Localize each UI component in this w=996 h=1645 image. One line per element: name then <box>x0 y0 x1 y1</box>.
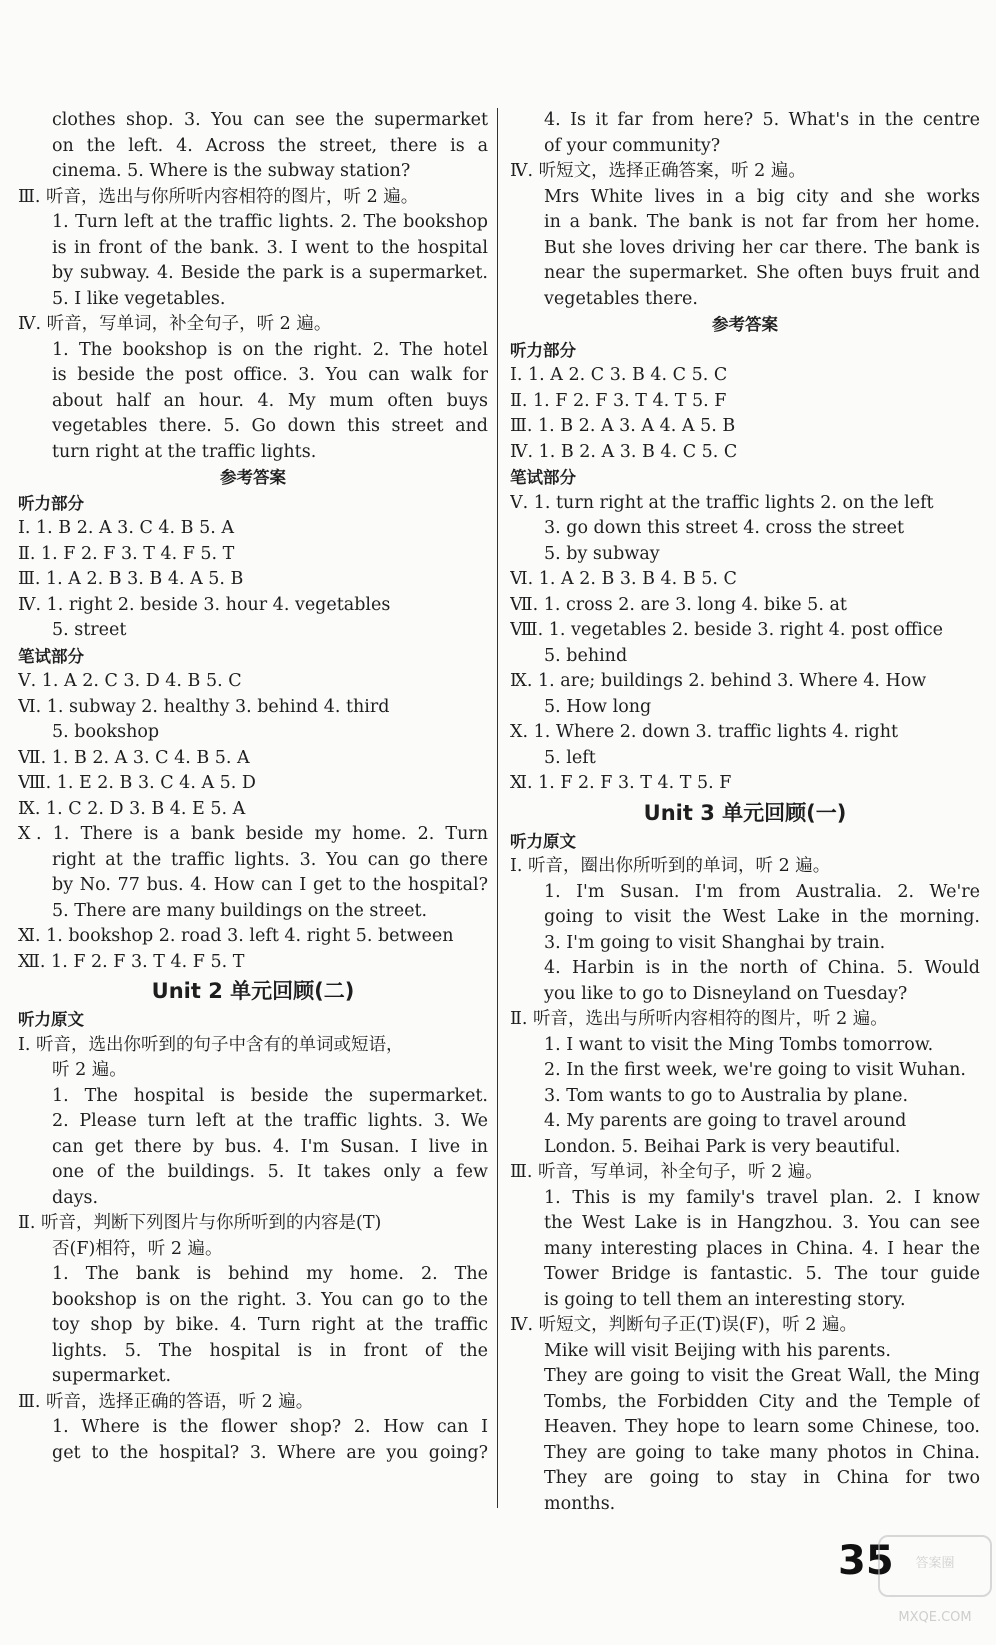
text-line: vegetables there. 5. Go down this street and <box>52 416 488 436</box>
text-line: 1. The bookshop is on the right. 2. The hotel <box>52 339 488 360</box>
text-line: They are going to stay in China for two <box>544 1468 980 1488</box>
right-column <box>510 108 980 1517</box>
text-line: on the left. 4. Across the street, there is a <box>52 135 488 156</box>
text-line: turn right at the traffic lights. <box>52 441 317 462</box>
left-column <box>18 108 488 1466</box>
text-line: months. <box>544 1493 616 1514</box>
unit-title: Unit 3 单元回顾(一) <box>643 800 847 825</box>
section-heading: 参考答案 <box>712 315 778 334</box>
text-line: 4. Is it far from here? 5. What's in the centre <box>544 110 980 130</box>
text-line: 2. Please turn left at the traffic lights. 3. We <box>52 1111 488 1131</box>
section-heading: 听力部分 <box>510 340 576 360</box>
text-line: Ⅻ. 1. F 2. F 3. T 4. F 5. T <box>18 951 245 972</box>
text-line: 5. I like vegetables. <box>52 288 226 309</box>
text-line: 1. Turn left at the traffic lights. 2. The bookshop <box>52 212 488 232</box>
text-line: Ⅹ. 1. Where 2. down 3. traffic lights 4. right <box>510 722 899 742</box>
text-line: is beside the post office. 3. You can walk for <box>52 365 488 385</box>
text-line: 4. Harbin is in the north of China. 5. Would <box>544 958 980 978</box>
text-line: Ⅷ. 1. E 2. B 3. C 4. A 5. D <box>18 773 256 793</box>
text-line: Ⅱ. 1. F 2. F 3. T 4. F 5. T <box>18 543 235 564</box>
text-line: of your community? <box>544 135 721 156</box>
text-line: Ⅵ. 1. subway 2. healthy 3. behind 4. third <box>18 696 390 717</box>
text-line: Ⅵ. 1. A 2. B 3. B 4. B 5. C <box>510 569 737 589</box>
section-heading: 听力原文 <box>18 1010 84 1029</box>
text-line: Ⅱ. 1. F 2. F 3. T 4. T 5. F <box>510 390 727 411</box>
text-line: Ⅳ. 1. B 2. A 3. B 4. C 5. C <box>510 441 738 462</box>
text-line: right at the traffic lights. 3. You can go there <box>52 849 488 870</box>
text-line: the West Lake is in Hangzhou. 3. You can see <box>544 1213 980 1233</box>
text-line: 1. The bank is behind my home. 2. The <box>52 1264 488 1284</box>
text-line: 1. I want to visit the Ming Tombs tomorrow. <box>544 1034 934 1055</box>
text-line: Tombs, the Forbidden City and the Temple of <box>544 1391 980 1412</box>
text-line: by No. 77 bus. 4. How can I get to the hospital? <box>52 875 488 895</box>
text-line: But she loves driving her car there. The bank is <box>544 237 980 258</box>
text-line: They are going to visit the Great Wall, the Ming <box>544 1366 980 1386</box>
text-line: days. <box>52 1187 99 1208</box>
text-line: Ⅲ. 听音，写单词，补全句子，听 2 遍。 <box>510 1162 823 1182</box>
text-line: cinema. 5. Where is the subway station? <box>52 161 411 181</box>
text-line: 5. left <box>544 747 596 768</box>
text-line: Ⅺ. 1. bookshop 2. road 3. left 4. right 5. between <box>18 926 454 946</box>
text-line: 5. behind <box>544 645 628 666</box>
section-heading: 笔试部分 <box>18 646 84 666</box>
text-line: 1. The hospital is beside the supermarket. <box>52 1085 488 1106</box>
text-line: 1. I'm Susan. I'm from Australia. 2. We're <box>544 881 980 902</box>
text-line: Ⅳ. 听音，写单词，补全句子，听 2 遍。 <box>18 314 332 334</box>
text-line: They are going to take many photos in China. <box>544 1442 980 1463</box>
text-line: 5. bookshop <box>52 722 160 742</box>
text-line: Tower Bridge is fantastic. 5. The tour guide <box>544 1264 980 1284</box>
text-line: Ⅶ. 1. cross 2. are 3. long 4. bike 5. at <box>510 594 847 615</box>
text-line: Ⅱ. 听音，选出与所听内容相符的图片，听 2 遍。 <box>510 1009 888 1029</box>
text-line: Ⅰ. 1. A 2. C 3. B 4. C 5. C <box>510 365 728 385</box>
text-line: Ⅴ. 1. A 2. C 3. D 4. B 5. C <box>18 671 242 691</box>
text-line: Mrs White lives in a big city and she works <box>544 186 980 207</box>
text-line: in a bank. The bank is not far from her home. <box>544 212 980 232</box>
text-line: lights. 5. The hospital is in front of the <box>52 1340 488 1361</box>
section-heading: 听力原文 <box>510 831 576 851</box>
text-line: 4. My parents are going to travel around <box>544 1111 907 1131</box>
text-line: near the supermarket. She often buys fruit and <box>544 263 980 283</box>
text-line: Heaven. They hope to learn some Chinese, too. <box>544 1417 980 1437</box>
text-line: Ⅱ. 听音，判断下列图片与你所听到的内容是(T) <box>18 1213 382 1233</box>
text-line: toy shop by bike. 4. Turn right at the traffic <box>52 1315 488 1335</box>
text-line: Ⅲ. 听音，选出与你所听内容相符的图片，听 2 遍。 <box>18 186 419 207</box>
text-line: Ⅺ. 1. F 2. F 3. T 4. T 5. F <box>510 773 732 793</box>
text-line: Ⅷ. 1. vegetables 2. beside 3. right 4. post office <box>510 620 944 640</box>
text-line: 5. There are many buildings on the street. <box>52 900 428 921</box>
text-line: Ⅰ. 听音，圈出你所听到的单词，听 2 遍。 <box>510 856 831 876</box>
text-line: 听 2 遍。 <box>52 1060 127 1080</box>
text-line: Ⅴ. 1. turn right at the traffic lights 2. on the left <box>510 492 934 513</box>
text-line: vegetables there. <box>544 288 698 309</box>
text-line: many interesting places in China. 4. I hear the <box>544 1238 980 1259</box>
text-line: Ⅸ. 1. C 2. D 3. B 4. E 5. A <box>18 798 246 819</box>
text-line: London. 5. Beihai Park is very beautiful. <box>544 1136 901 1157</box>
text-line: can get there by bus. 4. I'm Susan. I live in <box>52 1136 488 1157</box>
text-line: 5. How long <box>544 696 652 717</box>
text-line: 2. In the first week, we're going to visit Wuhan. <box>544 1060 966 1080</box>
text-line: Ⅸ. 1. are; buildings 2. behind 3. Where 4. How <box>510 671 927 691</box>
text-line: about half an hour. 4. My mum often buys <box>52 390 488 411</box>
text-line: 3. Tom wants to go to Australia by plane. <box>544 1085 909 1106</box>
text-line: is going to tell them an interesting story. <box>544 1289 906 1310</box>
text-line: 3. go down this street 4. cross the street <box>544 518 905 538</box>
unit-title: Unit 2 单元回顾(二) <box>151 979 355 1003</box>
text-line: Mike will visit Beijing with his parents. <box>544 1340 891 1361</box>
text-line: 1. This is my family's travel plan. 2. I know <box>544 1187 980 1208</box>
section-heading: 听力部分 <box>18 493 84 513</box>
text-line: Ⅲ. 1. A 2. B 3. B 4. A 5. B <box>18 569 244 589</box>
text-line: Ⅲ. 听音，选择正确的答语，听 2 遍。 <box>18 1391 314 1412</box>
column-divider <box>497 108 498 1508</box>
text-line: going to visit the West Lake in the morning. <box>544 907 980 927</box>
text-line: 否(F)相符，听 2 遍。 <box>52 1238 223 1259</box>
watermark-logo: 答案圈 MXQE.COM <box>878 1535 992 1597</box>
text-line: Ⅳ. 听短文，判断句子正(T)误(F)，听 2 遍。 <box>510 1315 857 1335</box>
text-line: by subway. 4. Beside the park is a supermarket. <box>52 263 488 283</box>
text-line: clothes shop. 3. You can see the supermarket <box>52 110 488 130</box>
text-line: Ⅳ. 1. right 2. beside 3. hour 4. vegetables <box>18 594 391 615</box>
text-line: 3. I'm going to visit Shanghai by train. <box>544 932 886 953</box>
section-heading: 笔试部分 <box>510 468 576 487</box>
text-line: Ⅰ. 1. B 2. A 3. C 4. B 5. A <box>18 518 234 538</box>
text-line: you like to go to Disneyland on Tuesday? <box>544 983 908 1004</box>
page-number: 35 <box>838 1538 894 1584</box>
text-line: is in front of the bank. 3. I went to the hospital <box>52 237 488 258</box>
text-line: Ⅲ. 1. B 2. A 3. A 4. A 5. B <box>510 416 736 436</box>
text-line: one of the buildings. 5. It takes only a few <box>52 1162 488 1182</box>
text-line: bookshop is on the right. 3. You can go to the <box>52 1289 488 1310</box>
text-line: Ⅹ. 1. There is a bank beside my home. 2. Turn <box>18 824 488 844</box>
text-line: 1. Where is the flower shop? 2. How can I <box>52 1417 488 1437</box>
text-line: Ⅰ. 听音，选出你听到的句子中含有的单词或短语， <box>18 1034 404 1055</box>
section-heading: 参考答案 <box>220 468 286 487</box>
text-line: Ⅶ. 1. B 2. A 3. C 4. B 5. A <box>18 747 250 768</box>
text-line: supermarket. <box>52 1366 172 1386</box>
text-line: Ⅳ. 听短文，选择正确答案，听 2 遍。 <box>510 161 806 181</box>
text-line: get to the hospital? 3. Where are you going? <box>52 1442 488 1463</box>
text-line: 5. by subway <box>544 543 660 564</box>
text-line: 5. street <box>52 620 127 640</box>
